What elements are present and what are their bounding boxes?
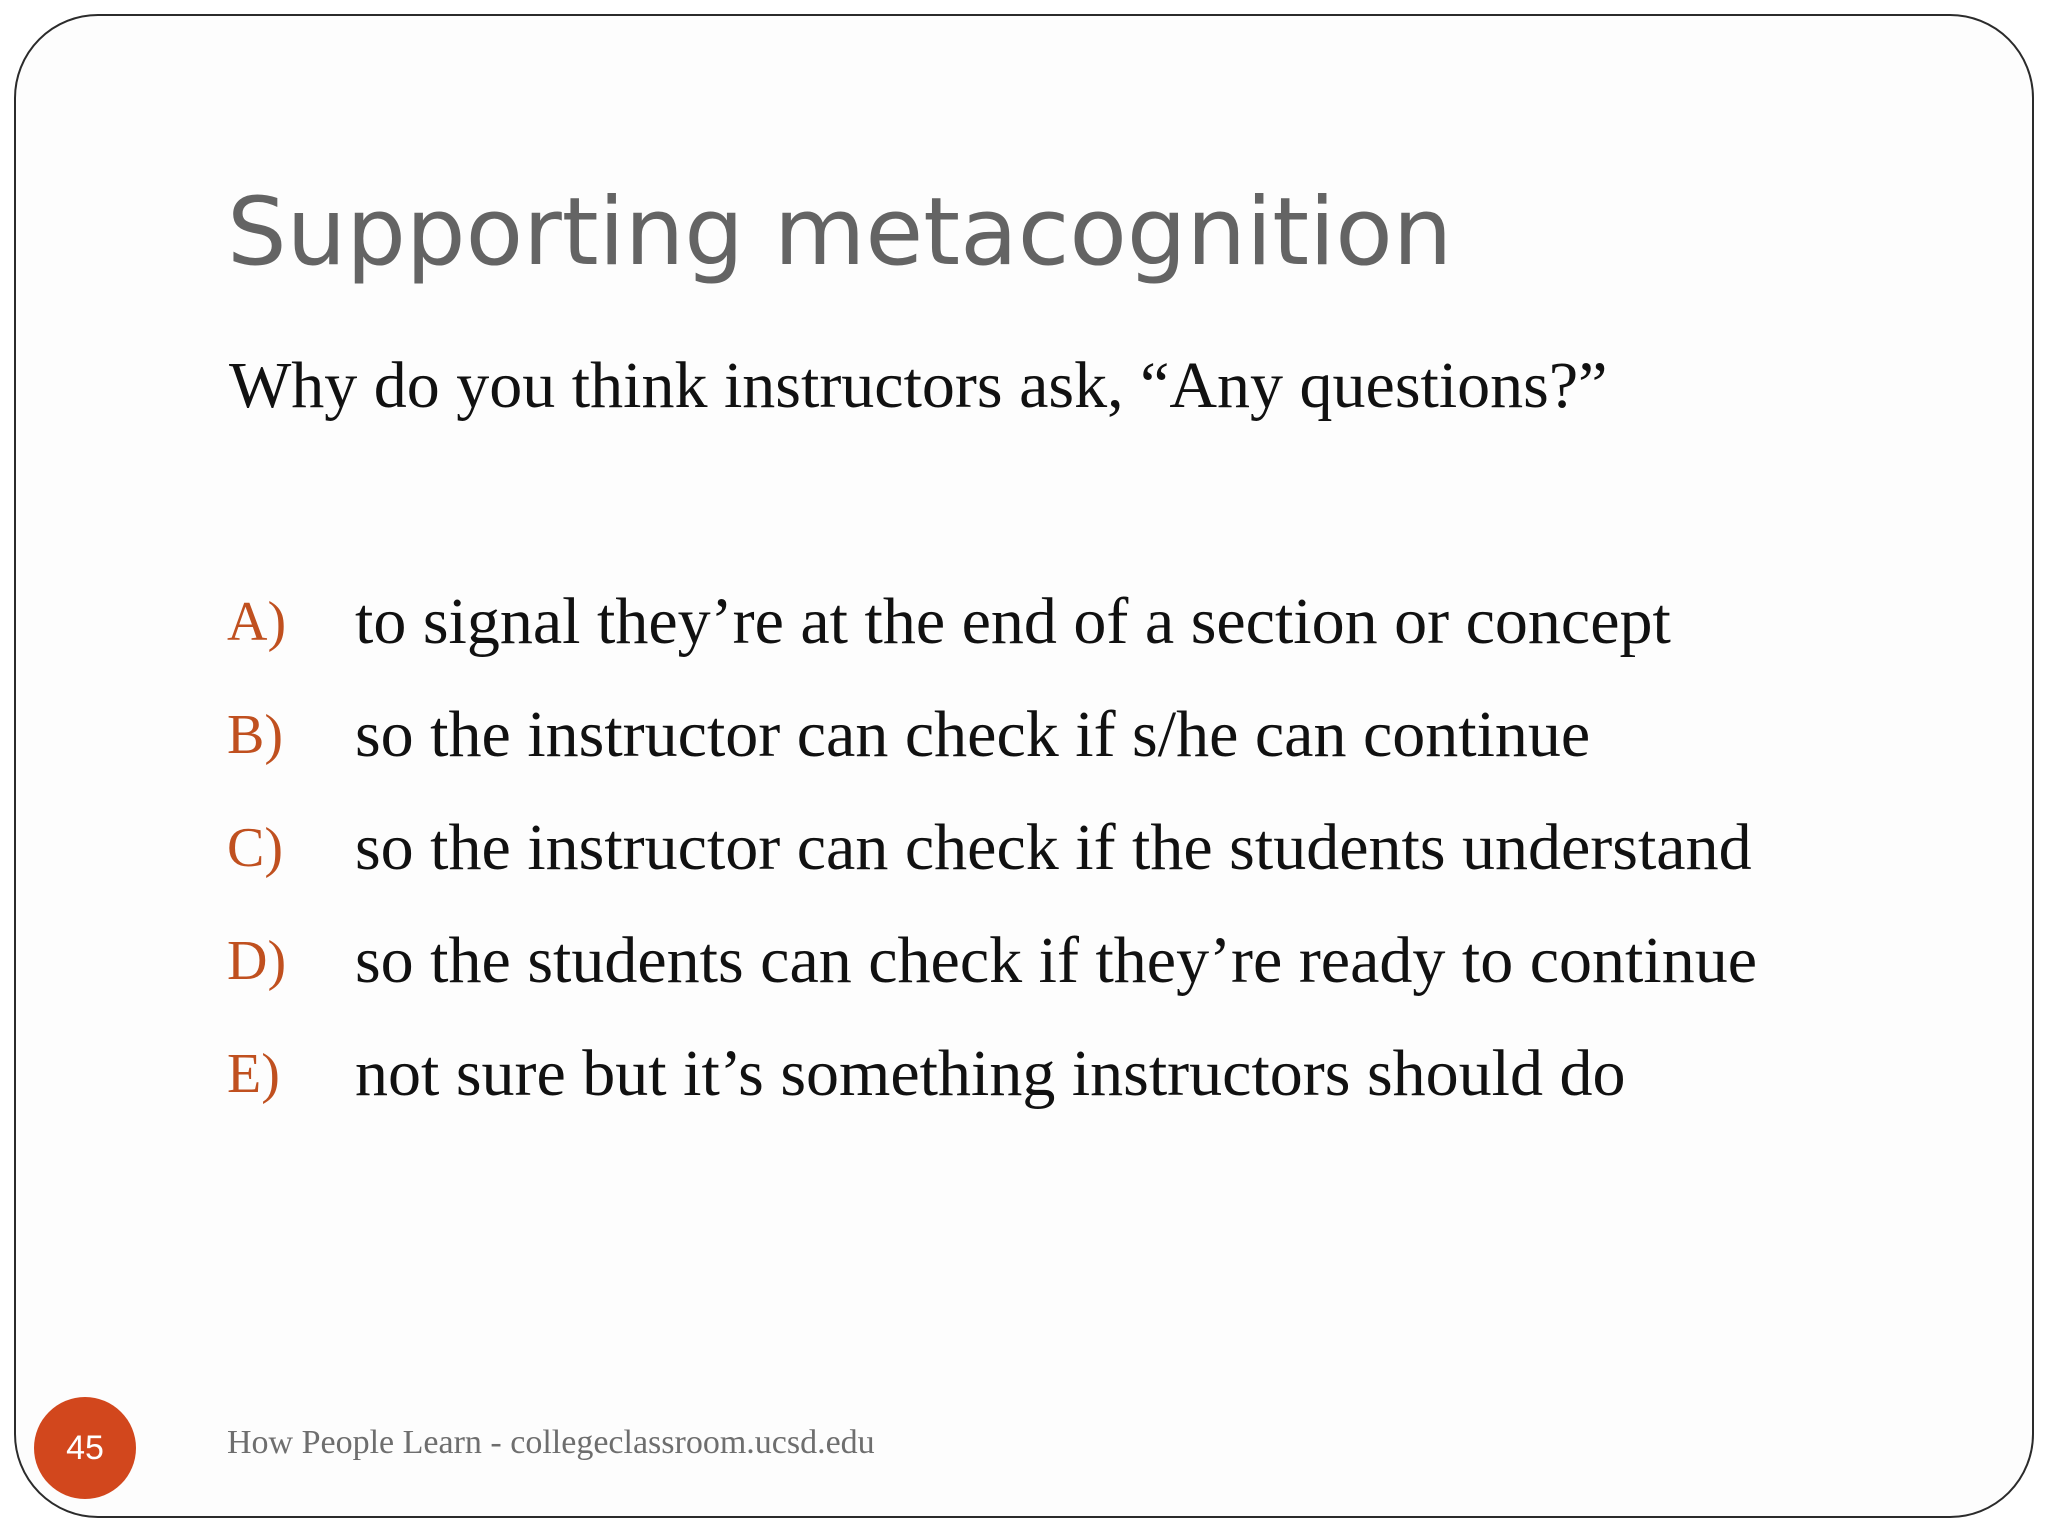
option-text: so the instructor can check if s/he can continue	[355, 698, 1591, 771]
slide	[14, 14, 2034, 1518]
question-text: Why do you think instructors ask, “Any questions?”	[229, 349, 1608, 422]
option-letter: A)	[227, 591, 287, 653]
slide-footer: How People Learn - collegeclassroom.ucsd.edu	[227, 1424, 875, 1461]
option-text: not sure but it’s something instructors should do	[355, 1037, 1626, 1110]
option-letter: B)	[227, 704, 283, 766]
option-letter: C)	[227, 817, 283, 879]
option-text: so the instructor can check if the students understand	[355, 811, 1752, 884]
page-number-badge: 45	[34, 1397, 136, 1499]
option-text: to signal they’re at the end of a section or concept	[355, 585, 1671, 658]
option-letter: E)	[227, 1043, 280, 1105]
option-text: so the students can check if they’re ready to continue	[355, 924, 1757, 997]
option-letter: D)	[227, 930, 287, 992]
slide-title: Supporting metacognition	[227, 178, 1453, 287]
